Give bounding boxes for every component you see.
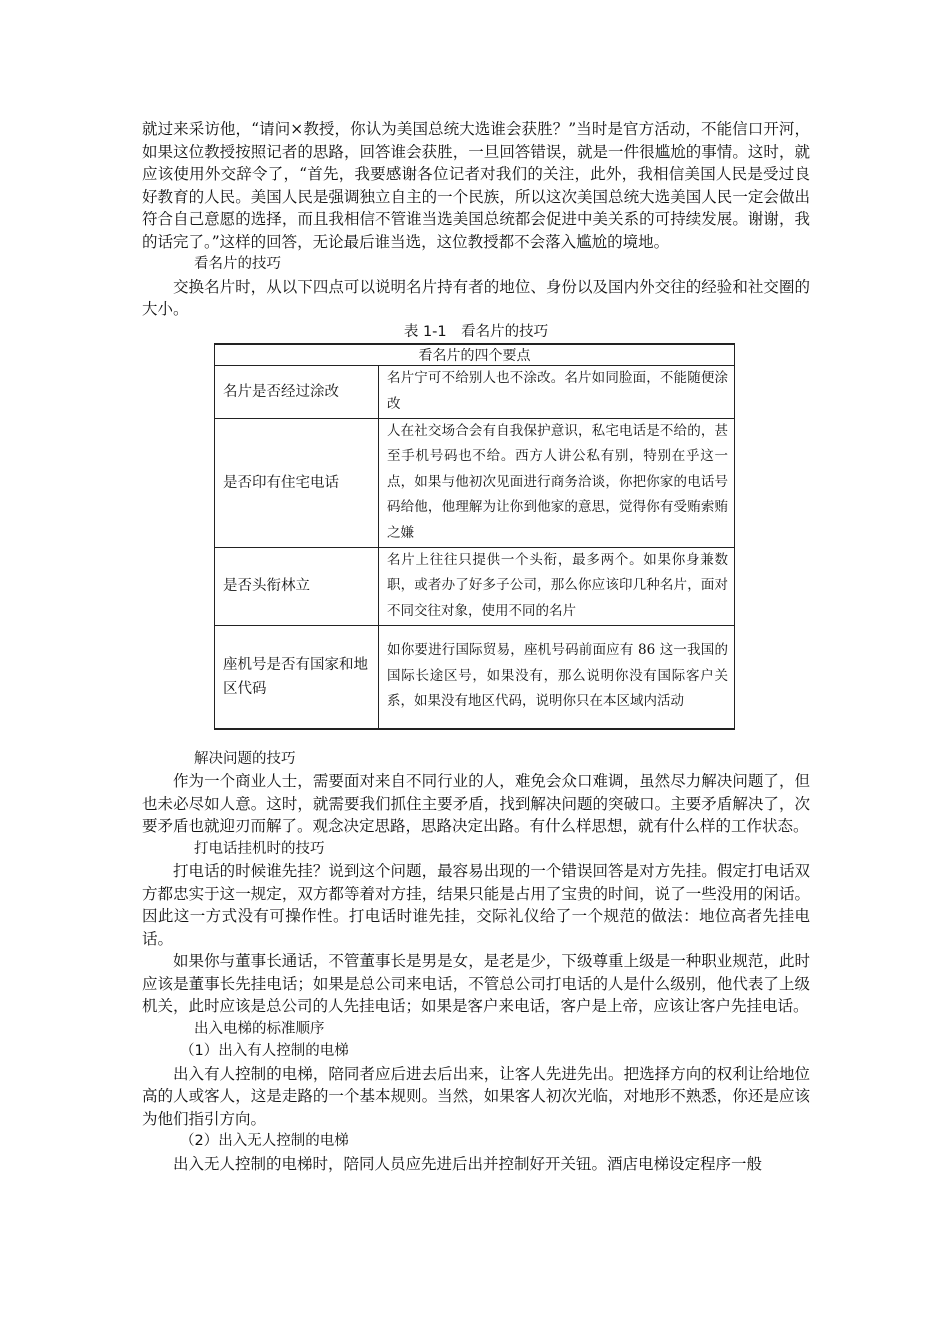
- table-cell-value: 名片上往往只提供一个头衔，最多两个。如果你身兼数职，或者办了好多子公司，那么你应该印几种名片，面对不同交往对象，使用不同的名片: [379, 547, 735, 625]
- paragraph-problem-solving: 作为一个商业人士，需要面对来自不同行业的人，难免会众口难调，虽然尽力解决问题了，但也未必尽如人意。这时，就需要我们抓住主要矛盾，找到解决问题的突破口。主要矛盾解决了，次要矛盾也就迎刃而解了。观念决定思路，思路决定出路。有什么样思想，就有什么样的工作状态。: [142, 772, 810, 835]
- table-cell-value: 如你要进行国际贸易，座机号码前面应有 86 这一我国的国际长途区号，如果没有，那么说明你没有国际客户关系，如果没有地区代码，说明你只在本区域内活动: [379, 625, 735, 729]
- subheading-elevator-attended: （1）出入有人控制的电梯: [180, 1043, 349, 1059]
- table-header: 看名片的四个要点: [215, 344, 735, 366]
- paragraph-interview: 就过来采访他，“请问×教授，你认为美国总统大选谁会获胜？”当时是官方活动，不能信口开河，如果这位教授按照记者的思路，回答谁会获胜，一旦回答错误，就是一件很尴尬的事情。这时，就应该使用外交辞令了，“首先，我要感谢各位记者对我们的关注，此外，我相信美国人民是受过良好教育的人民。美国人民是强调独立自主的一个民族，所以这次美国总统大选美国人民一定会做出符合自己意愿的选择，而且我相信不管谁当选美国总统都会促进中美关系的可持续发展。谢谢，我的话完了。”这样的回答，无论最后谁当选，这位教授都不会落入尴尬的境地。: [142, 120, 810, 251]
- table-cell-key: 是否印有住宅电话: [215, 418, 379, 547]
- business-card-table: [214, 343, 735, 730]
- document-page: [142, 118, 810, 1175]
- heading-phone-hangup: 打电话挂机时的技巧: [194, 840, 325, 857]
- paragraph-elevator-unattended: 出入无人控制的电梯时，陪同人员应先进后出并控制好开关钮。酒店电梯设定程序一般: [173, 1154, 763, 1173]
- paragraph-card-intro: 交换名片时，从以下四点可以说明名片持有者的地位、身份以及国内外交往的经验和社交圈的大小。: [142, 277, 810, 318]
- heading-business-card: 看名片的技巧: [194, 256, 281, 272]
- table-cell-value: 人在社交场合会有自我保护意识，私宅电话是不给的，甚至手机号码也不给。西方人讲公私有别，特别在乎这一点，如果与他初次见面进行商务洽谈，你把你家的电话号码给他，他理解为让你到他家的意思，觉得你有受贿索贿之嫌: [379, 418, 735, 547]
- table-cell-key: 名片是否经过涂改: [215, 365, 379, 418]
- table-row: [215, 418, 735, 547]
- paragraph-elevator-attended: 出入有人控制的电梯，陪同者应后进去后出来，让客人先进先出。把选择方向的权利让给地位高的人或客人，这是走路的一个基本规则。当然，如果客人初次光临，对地形不熟悉，你还是应该为他们指引方向。: [142, 1064, 810, 1128]
- table-row: [215, 547, 735, 625]
- heading-elevator: 出入电梯的标准顺序: [194, 1020, 325, 1037]
- table-row: [215, 625, 735, 729]
- heading-problem-solving: 解决问题的技巧: [194, 750, 296, 767]
- paragraph-phone-2: 如果你与董事长通话，不管董事长是男是女，是老是少，下级尊重上级是一种职业规范，此时应该是董事长先挂电话；如果是总公司来电话，不管总公司打电话的人是什么级别，他代表了上级机关，此时应该是总公司的人先挂电话；如果是客户来电话，客户是上帝，应该让客户先挂电话。: [142, 952, 810, 1015]
- subheading-elevator-unattended: （2）出入无人控制的电梯: [180, 1133, 349, 1149]
- table-cell-key: 是否头衔林立: [215, 547, 379, 625]
- table-caption: 表 1-1 看名片的技巧: [403, 323, 549, 340]
- table-cell-value: 名片宁可不给别人也不涂改。名片如同脸面，不能随便涂改: [379, 365, 735, 418]
- paragraph-phone-1: 打电话的时候谁先挂？说到这个问题，最容易出现的一个错误回答是对方先挂。假定打电话双方都忠实于这一规定，双方都等着对方挂，结果只能是占用了宝贵的时间，说了一些没用的闲话。因此这一方式没有可操作性。打电话时谁先挂，交际礼仪给了一个规范的做法：地位高者先挂电话。: [142, 862, 810, 948]
- table-cell-key: 座机号是否有国家和地区代码: [215, 625, 379, 729]
- table-header-row: [215, 344, 735, 366]
- table-row: [215, 365, 735, 418]
